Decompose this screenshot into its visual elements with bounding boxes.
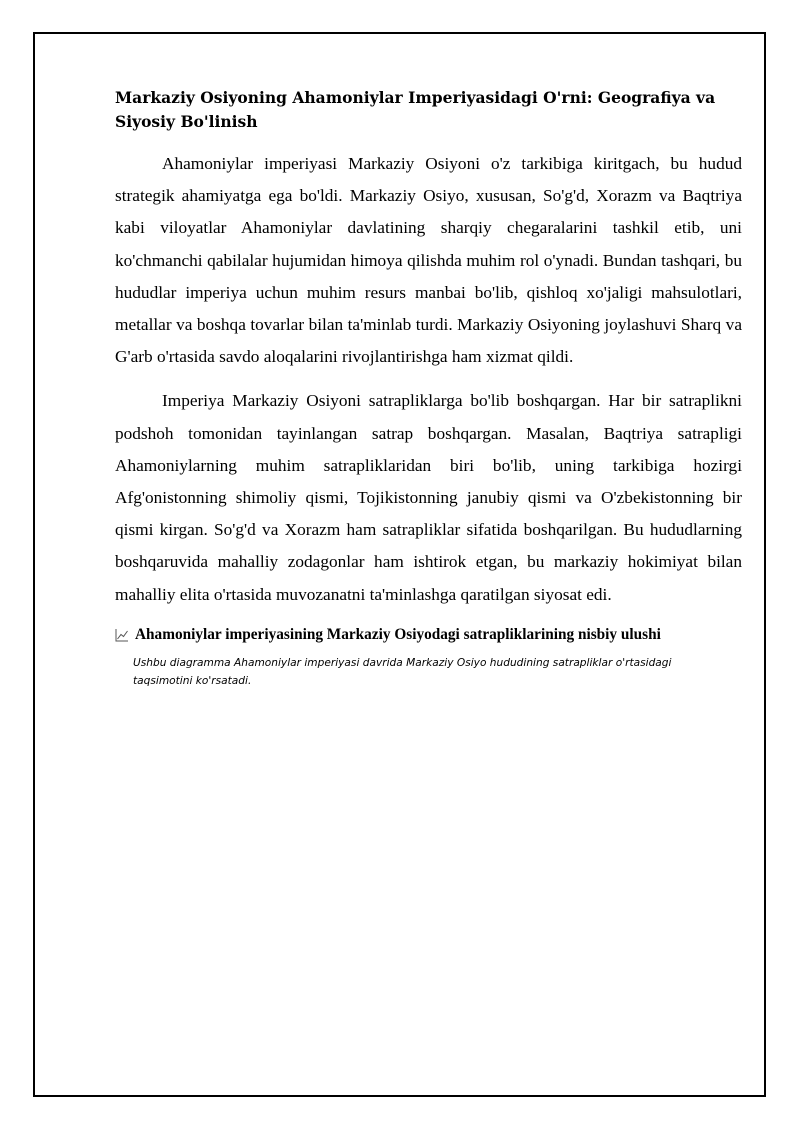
paragraph-1: Ahamoniylar imperiyasi Markaziy Osiyoni o'z tarkibiga kiritgach, bu hudud strategik ahamiyatga ega bo'ldi. Markaziy Osiyo, xususan, So'g'd, Xorazm va Baqtriya kabi viloyatlar Ahamoniylar davlatining sharqiy chegaralarini tashkil etib, uni ko'chmanchi qabilalar hujumidan himoya qilishda muhim rol o'ynadi. Bundan tashqari, bu hududlar imperiya uchun muhim resurs manbai bo'lib, qishloq xo'jaligi mahsulotlari, metallar va boshqa tovarlar bilan ta'minlab turdi. Markaziy Osiyoning joylashuvi Sharq va G'arb o'rtasida savdo aloqalarini rivojlantirishga ham xizmat qildi. xyxy=(115,154,742,367)
document-body xyxy=(115,86,742,690)
figure-block xyxy=(115,625,742,690)
figure-title: Ahamoniylar imperiyasining Markaziy Osiyodagi satrapliklarining nisbiy ulushi xyxy=(135,625,661,643)
chart-line-icon xyxy=(115,628,129,642)
figure-title-row xyxy=(115,625,742,645)
figure-caption: Ushbu diagramma Ahamoniylar imperiyasi davrida Markaziy Osiyo hududining satrapliklar o'rtasidagi taqsimotini ko'rsatadi. xyxy=(133,656,672,687)
paragraph-2: Imperiya Markaziy Osiyoni satrapliklarga bo'lib boshqargan. Har bir satraplikni podshoh tomonidan tayinlangan satrap boshqargan. Masalan, Baqtriya satrapligi Ahamoniylarning muhim satrapliklaridan biri bo'lib, uning tarkibiga hozirgi Afg'onistonning shimoliy qismi, Tojikistonning janubiy qismi va O'zbekistonning bir qismi kirgan. So'g'd va Xorazm ham satrapliklar sifatida boshqarilgan. Bu hududlarning boshqaruvida mahalliy zodagonlar ham ishtirok etgan, bu markaziy hokimiyat bilan mahalliy elita o'rtasida muvozanatni ta'minlashga qaratilgan siyosat edi. xyxy=(115,391,742,604)
document-title: Markaziy Osiyoning Ahamoniylar Imperiyasidagi O'rni: Geografiya va Siyosiy Bo'linish xyxy=(115,88,716,131)
